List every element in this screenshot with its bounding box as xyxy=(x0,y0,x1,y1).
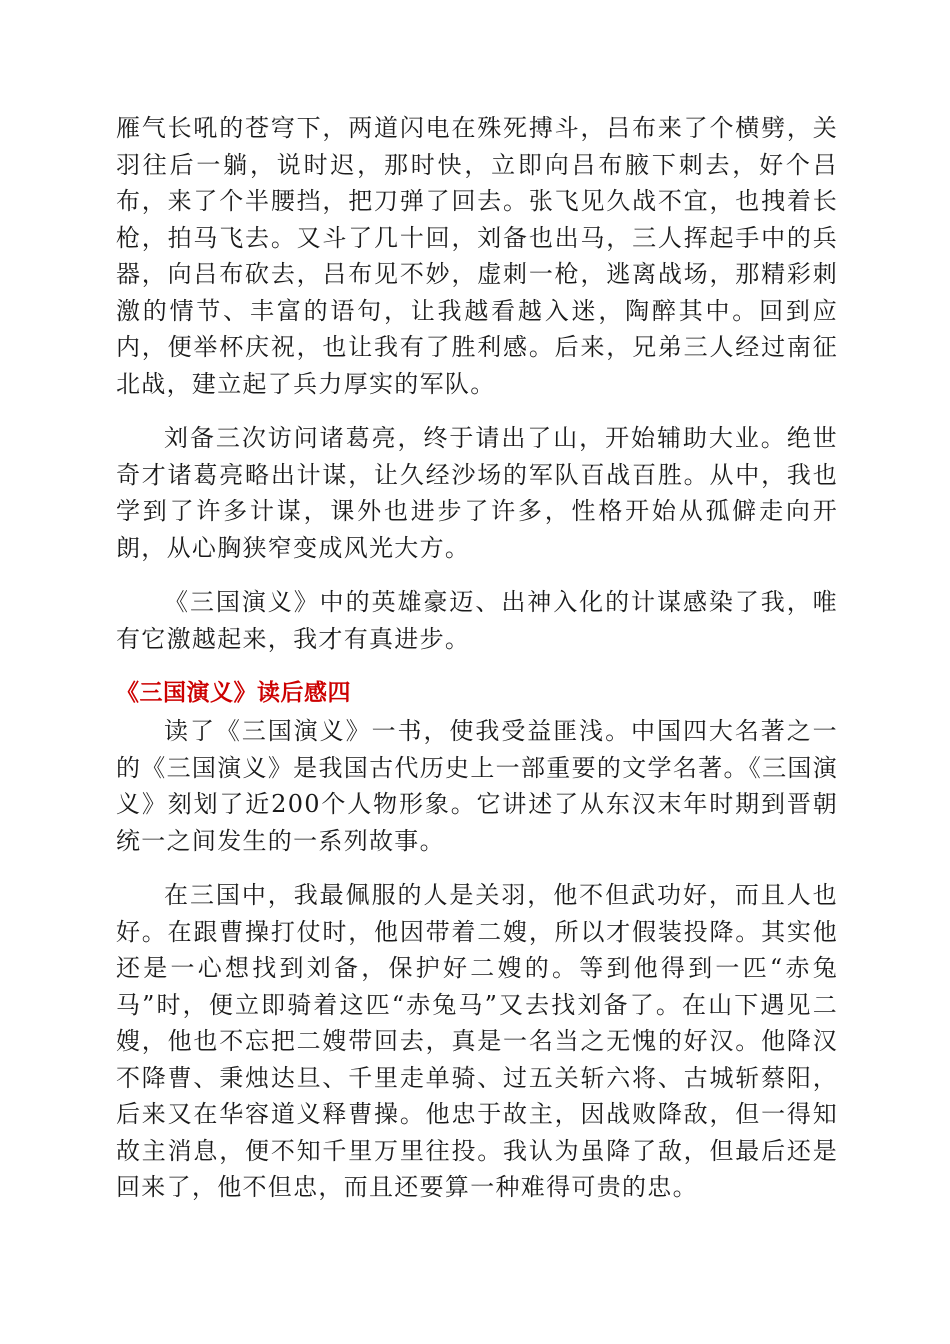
paragraph-zhuge-liang: 刘备三次访问诸葛亮，终于请出了山，开始辅助大业。绝世奇才诸葛亮略出计谋，让久经沙场的军队百战百胜。从中，我也学到了许多计谋，课外也进步了许多，性格开始从孤僻走向开朗，从心胸狭窄变成风光大方。 xyxy=(116,424,838,562)
paragraph-guan-yu: 在三国中，我最佩服的人是关羽，他不但武功好，而且人也好。在跟曹操打仗时，他因带着二嫂，所以才假装投降。其实他还是一心想找到刘备，保护好二嫂的。等到他得到一匹“赤兔马”时，便立即骑着这匹“赤兔马”又去找刘备了。在山下遇见二嫂，他也不忘把二嫂带回去，真是一名当之无愧的好汉。他降汉不降曹、秉烛达旦、千里走单骑、过五关斩六将、古城斩蔡阳，后来又在华容道义释曹操。他忠于故主，因战败降敌，但一得知故主消息，便不知千里万里往投。我认为虽降了敌，但最后还是回来了，他不但忠，而且还要算一种难得可贵的忠。 xyxy=(116,881,838,1201)
paragraph-intro: 读了《三国演义》一书，使我受益匪浅。中国四大名著之一的《三国演义》是我国古代历史上一部重要的文学名著。《三国演义》刻划了近200个人物形象。它讲述了从东汉末年时期到晋朝统一之间发生的一系列故事。 xyxy=(116,717,838,855)
document-body xyxy=(116,110,838,1224)
paragraph-conclusion: 《三国演义》中的英雄豪迈、出神入化的计谋感染了我，唯有它激越起来，我才有真进步。 xyxy=(116,588,838,653)
paragraph-battle: 雁气长吼的苍穹下，两道闪电在殊死搏斗，吕布来了个横劈，关羽往后一躺，说时迟，那时快，立即向吕布腋下刺去，好个吕布，来了个半腰挡，把刀弹了回去。张飞见久战不宜，也拽着长枪，拍马飞去。又斗了几十回，刘备也出马，三人挥起手中的兵器，向吕布砍去，吕布见不妙，虚刺一枪，逃离战场，那精彩刺激的情节、丰富的语句，让我越看越入迷，陶醉其中。回到应内，便举杯庆祝，也让我有了胜利感。后来，兄弟三人经过南征北战，建立起了兵力厚实的军队。 xyxy=(116,114,838,398)
section-heading: 《三国演义》读后感四 xyxy=(116,680,351,706)
